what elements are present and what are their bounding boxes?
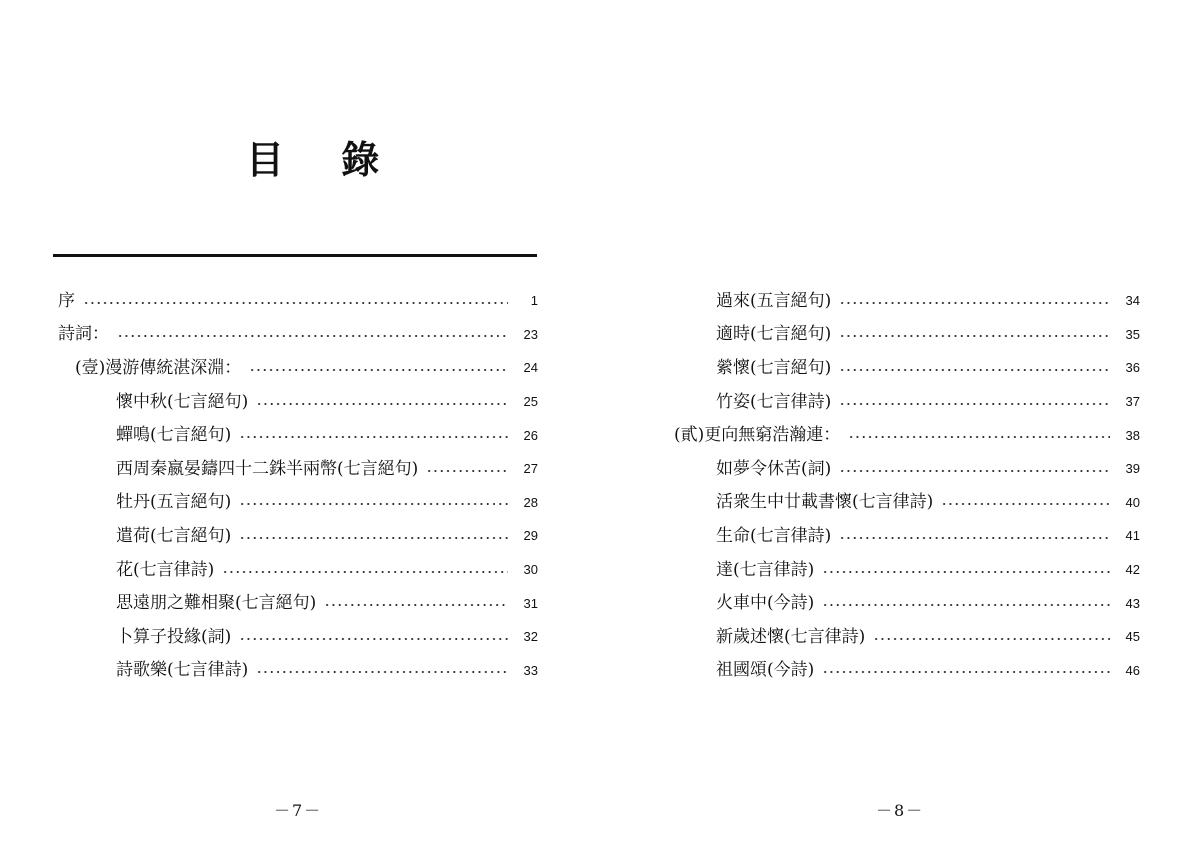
dot-leader <box>249 369 508 371</box>
dot-leader <box>222 571 508 573</box>
right-page <box>596 0 1191 853</box>
dot-leader <box>839 369 1110 371</box>
dot-leader <box>822 671 1110 673</box>
dot-leader <box>822 571 1110 573</box>
toc-entry-page: 25 <box>523 394 538 410</box>
dot-leader <box>239 638 508 640</box>
toc-entry-page: 41 <box>1125 528 1140 544</box>
dot-leader <box>839 537 1110 539</box>
toc-entry[interactable] <box>674 385 1140 419</box>
toc-entry-title: 詩詞： <box>58 324 109 345</box>
toc-entry-page: 37 <box>1125 394 1140 410</box>
toc-entry[interactable] <box>674 486 1140 520</box>
toc-entry-page: 30 <box>523 562 538 578</box>
toc-entry-title: 新歲述懷(七言律詩) <box>716 626 866 647</box>
dot-leader <box>839 470 1110 472</box>
toc-entry-page: 26 <box>523 427 538 443</box>
toc-entry-title: 活衆生中廿載書懷(七言律詩) <box>716 492 934 513</box>
toc-entry[interactable] <box>58 385 538 419</box>
toc-entry-title: 序 <box>58 290 75 311</box>
toc-entry-title: 如夢令休苦(詞) <box>716 458 832 479</box>
toc-entry-title: 蟬鳴(七言絕句) <box>116 425 232 446</box>
toc-entry-page: 46 <box>1125 662 1140 678</box>
toc-entry-page: 45 <box>1125 629 1140 645</box>
toc-entry[interactable] <box>58 418 538 452</box>
page-number-right: －8－ <box>876 801 925 820</box>
toc-entry-page: 35 <box>1125 326 1140 342</box>
left-page <box>0 0 595 853</box>
toc-entry[interactable] <box>58 586 538 620</box>
toc-entry-title: 詩歌樂(七言律詩) <box>116 660 249 681</box>
toc-entry[interactable] <box>674 654 1140 688</box>
toc-entry-page: 24 <box>523 360 538 376</box>
dot-leader <box>839 302 1110 304</box>
dot-leader <box>239 436 508 438</box>
toc-entry-title: 適時(七言絕句) <box>716 324 832 345</box>
toc-entry[interactable] <box>58 620 538 654</box>
toc-entry-title: 達(七言律詩) <box>716 559 815 580</box>
toc-entry-page: 23 <box>523 326 538 342</box>
toc-entry-title: 牡丹(五言絕句) <box>116 492 232 513</box>
dot-leader <box>839 403 1110 405</box>
toc-entry-title: 花(七言律詩) <box>116 559 215 580</box>
dot-leader <box>848 436 1110 438</box>
toc-entry[interactable] <box>58 486 538 520</box>
toc-entry-page: 43 <box>1125 595 1140 611</box>
toc-section-entry[interactable] <box>58 351 538 385</box>
title-divider <box>53 254 537 257</box>
toc-entry[interactable] <box>674 452 1140 486</box>
toc-entry-page: 33 <box>523 662 538 678</box>
toc-entry[interactable] <box>674 351 1140 385</box>
toc-entry-page: 42 <box>1125 562 1140 578</box>
toc-entry-title: (壹)漫游傳統湛深淵： <box>75 357 242 378</box>
toc-entry[interactable] <box>58 519 538 553</box>
toc-entry[interactable] <box>58 654 538 688</box>
toc-entry[interactable] <box>58 284 538 318</box>
toc-entry-title: 縈懷(七言絕句) <box>716 357 832 378</box>
toc-section-entry[interactable] <box>674 418 1140 452</box>
toc-title: 目 錄 <box>246 137 402 182</box>
toc-entry-page: 28 <box>523 494 538 510</box>
toc-entry[interactable] <box>674 318 1140 352</box>
toc-entry[interactable] <box>58 452 538 486</box>
toc-entry-page: 29 <box>523 528 538 544</box>
toc-entry[interactable] <box>674 620 1140 654</box>
toc-entry-page: 1 <box>530 293 538 309</box>
toc-entry-title: 祖國頌(今詩) <box>716 660 815 681</box>
dot-leader <box>324 604 508 606</box>
toc-entry-title: 過來(五言絕句) <box>716 290 832 311</box>
toc-entry-title: 西周秦嬴晏鑄四十二銖半兩幣(七言絕句) <box>116 458 419 479</box>
toc-entry-page: 31 <box>523 595 538 611</box>
dot-leader <box>426 470 508 472</box>
toc-list-left <box>58 284 538 687</box>
toc-entry-page: 36 <box>1125 360 1140 376</box>
dot-leader <box>839 335 1110 337</box>
toc-entry-page: 39 <box>1125 461 1140 477</box>
toc-entry-title: 懷中秋(七言絕句) <box>116 391 249 412</box>
toc-entry-page: 38 <box>1125 427 1140 443</box>
toc-entry-title: 遣荷(七言絕句) <box>116 525 232 546</box>
dot-leader <box>873 638 1110 640</box>
toc-entry-title: 卜算子投緣(詞) <box>116 626 232 647</box>
toc-entry[interactable] <box>58 318 538 352</box>
toc-entry-title: (貳)更向無窮浩瀚連： <box>674 425 841 446</box>
dot-leader <box>941 503 1110 505</box>
toc-entry-page: 32 <box>523 629 538 645</box>
toc-list-right <box>674 284 1140 687</box>
toc-entry-title: 火車中(今詩) <box>716 593 815 614</box>
toc-entry[interactable] <box>674 553 1140 587</box>
dot-leader <box>256 671 508 673</box>
toc-entry[interactable] <box>674 519 1140 553</box>
toc-entry-title: 生命(七言律詩) <box>716 525 832 546</box>
toc-entry-title: 竹姿(七言律詩) <box>716 391 832 412</box>
page-number-left: －7－ <box>274 801 323 820</box>
dot-leader <box>83 302 508 304</box>
toc-entry-page: 40 <box>1125 494 1140 510</box>
toc-entry-page: 27 <box>523 461 538 477</box>
toc-entry-page: 34 <box>1125 293 1140 309</box>
toc-entry[interactable] <box>674 284 1140 318</box>
dot-leader <box>256 403 508 405</box>
dot-leader <box>117 335 508 337</box>
dot-leader <box>822 604 1110 606</box>
toc-entry[interactable] <box>58 553 538 587</box>
toc-entry[interactable] <box>674 586 1140 620</box>
toc-entry-title: 思遠朋之難相聚(七言絕句) <box>116 593 317 614</box>
dot-leader <box>239 503 508 505</box>
dot-leader <box>239 537 508 539</box>
